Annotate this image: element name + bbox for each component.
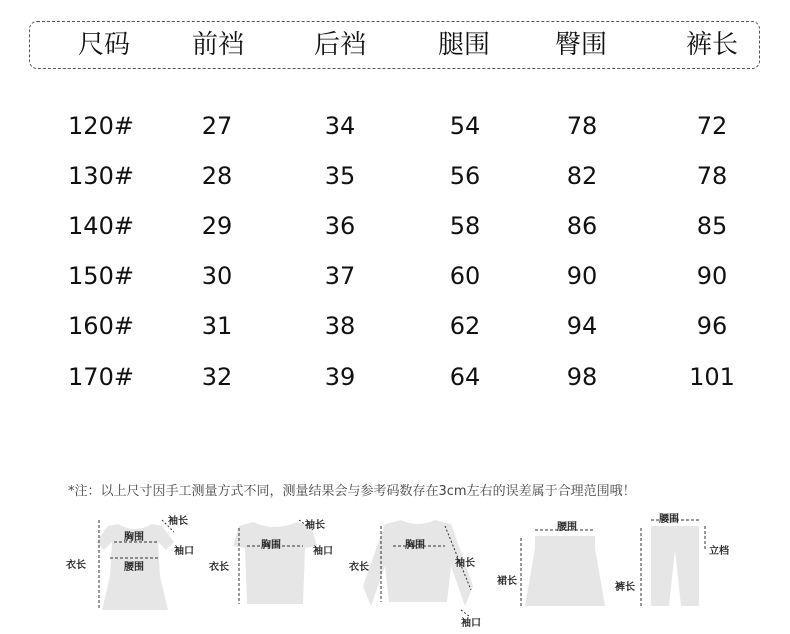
table-cell: 27 [201,112,233,140]
table-cell: 56 [449,162,481,190]
tshirt-sleeve-label: 袖长 [305,520,325,531]
table-cell: 38 [324,312,356,340]
tshirt-diagram [207,506,337,626]
dress-cuff-label: 袖口 [174,546,194,557]
table-cell: 31 [201,312,233,340]
table-cell: 140# [68,212,134,240]
table-cell: 34 [324,112,356,140]
table-cell: 30 [201,262,233,290]
table-cell: 37 [324,262,356,290]
table-cell: 32 [201,363,233,391]
skirt-diagram [495,506,625,626]
header-front-rise: 前裆 [191,30,245,60]
table-cell: 120# [68,112,134,140]
header-pants-length: 裤长 [685,30,739,60]
dress-diagram [66,506,196,626]
pants-length-label: 裤长 [615,582,635,593]
sweater-diagram [345,506,495,630]
table-cell: 58 [449,212,481,240]
dress-sleeve-label: 袖长 [168,516,188,527]
table-cell: 36 [324,212,356,240]
table-cell: 86 [566,212,598,240]
skirt-waist-label: 腰围 [557,522,577,533]
sweater-chest-label: 胸围 [405,540,425,551]
header-hip: 臀围 [554,30,608,60]
dress-length-label: 衣长 [66,560,86,571]
table-cell: 90 [696,262,728,290]
table-cell: 170# [68,363,134,391]
header-back-rise: 后裆 [313,30,367,60]
table-cell: 160# [68,312,134,340]
table-cell: 130# [68,162,134,190]
header-size: 尺码 [77,30,131,60]
dress-chest-label: 胸围 [124,532,144,543]
table-cell: 29 [201,212,233,240]
dress-waist-label: 腰围 [124,562,144,573]
table-cell: 60 [449,262,481,290]
table-cell: 82 [566,162,598,190]
table-header-frame [29,21,760,69]
table-cell: 28 [201,162,233,190]
skirt-length-label: 裙长 [497,576,517,587]
pants-illustration [615,506,755,626]
table-cell: 78 [696,162,728,190]
sweater-sleeve-label: 袖长 [455,558,475,569]
tshirt-cuff-label: 袖口 [313,546,333,557]
table-cell: 35 [324,162,356,190]
header-thigh: 腿围 [437,30,491,60]
tshirt-chest-label: 胸围 [261,540,281,551]
table-cell: 98 [566,363,598,391]
tshirt-length-label: 衣长 [209,562,229,573]
table-cell: 54 [449,112,481,140]
table-cell: 90 [566,262,598,290]
table-cell: 78 [566,112,598,140]
table-cell: 85 [696,212,728,240]
table-cell: 64 [449,363,481,391]
pants-waist-label: 腰围 [659,514,679,525]
table-cell: 72 [696,112,728,140]
table-cell: 62 [449,312,481,340]
pants-rise-label: 立档 [709,546,729,557]
table-cell: 39 [324,363,356,391]
table-cell: 94 [566,312,598,340]
measurement-note: *注：以上尺寸因手工测量方式不同，测量结果会与参考码数存在3cm左右的误差属于合理范围哦！ [68,484,636,499]
table-cell: 150# [68,262,134,290]
table-cell: 96 [696,312,728,340]
sweater-cuff-label: 袖口 [461,618,481,629]
table-cell: 101 [689,363,735,391]
sweater-length-label: 衣长 [349,562,369,573]
pants-diagram [615,506,755,626]
